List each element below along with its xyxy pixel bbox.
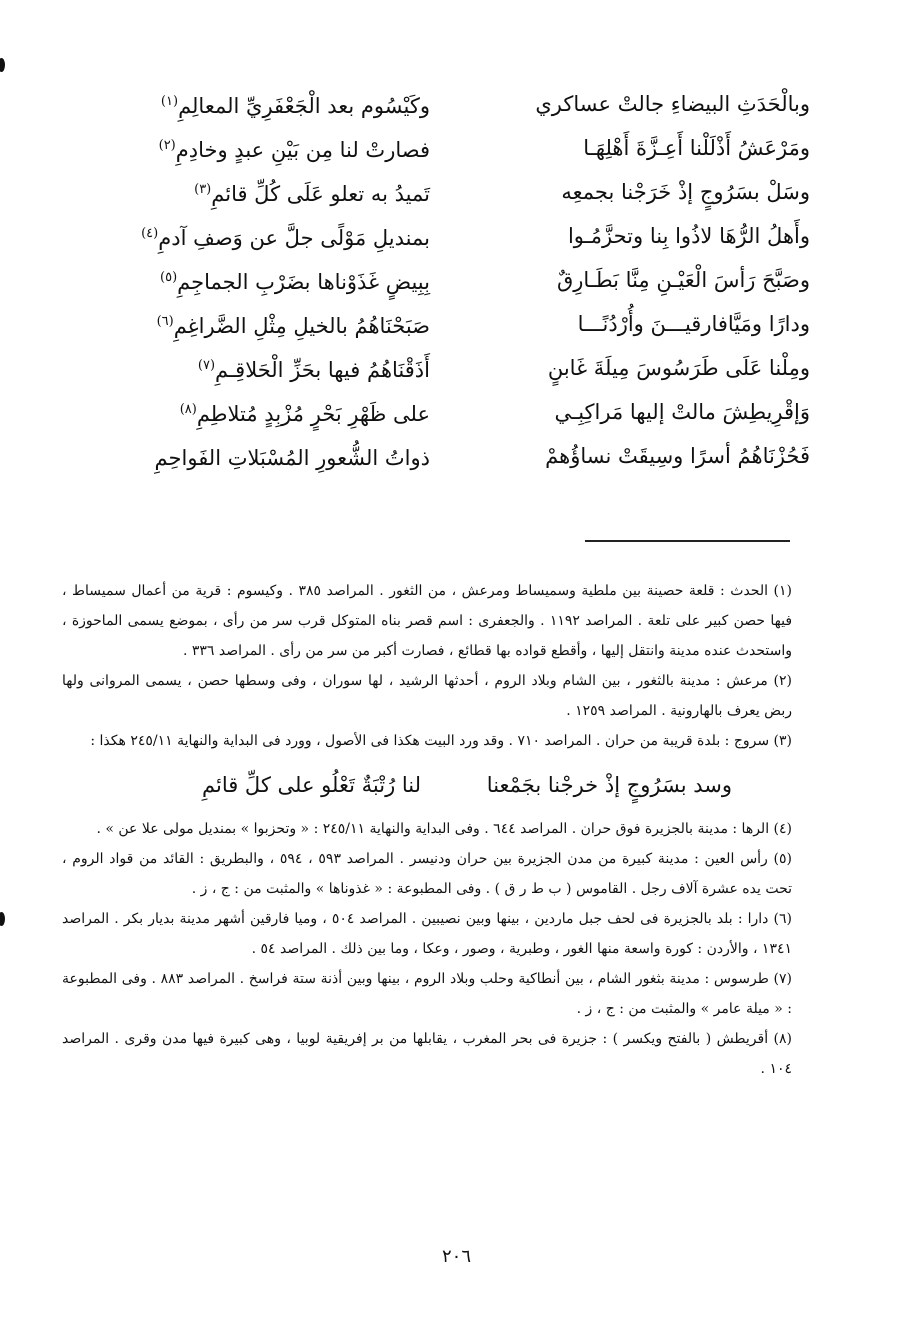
first-hemistich: وصَبَّحَ رَأسَ الْعَيْـنِ مِنَّا بَطَـارِقٌ [556,268,810,292]
footnote-ref: (٣) [194,182,212,197]
footnote-separator [585,540,790,542]
poem [100,82,820,478]
footnote-ref: (١) [160,94,179,109]
page-number: ٢٠٦ [441,1246,471,1267]
second-hemistich [100,344,460,392]
verse [100,258,820,302]
verse [100,390,820,434]
second-hemistich [100,124,460,172]
quoted-first-hemistich: وسد بسَرُوجٍ إذْ خرجْنا بجَمْعنا [486,773,732,797]
verse [100,346,820,390]
footnote-ref: (٧) [197,358,216,373]
footnote: (١) الحدث : قلعة حصينة بين ملطية وسميساط ومرعش ، من الثغور . المراصد ٣٨٥ . وكيسوم : قرية من أعمال سميساط ، فيها حصن كبير على تلعة . المراصد ١١٩٢ . والجعفرى : اسم قصر بناه المتوكل قرب سر من رأى ، بموضع يسمى الماحوزة ، واستحدث عنده مدينة وانتقل إليها ، وأقطع قواده بها قطائع ، فصارت أكبر من سر من رأى . المراصد ٣٣٦ . [62,583,793,659]
footnote-ref: (٢) [158,138,176,153]
first-hemistich: فَحُزْنَاهُمُ أسرًا وسِيقَتْ نساؤُهمْ [545,444,810,468]
second-hemistich [100,300,460,348]
verse [100,302,820,346]
first-hemistich: ودارًا ومَيَّافارقيـــنَ وأُرْدُنًـــا [577,312,810,336]
verse [100,82,820,126]
footnote-ref: (٥) [160,270,178,285]
verse [100,126,820,170]
hemistich-text: على ظَهْرِ بَحْرٍ مُزْبِدٍ مُتلاطِمِ [196,402,430,426]
first-hemistich: وأَهلُ الرُّهَا لاذُوا بِنا وتحزَّمُـوا [567,224,810,248]
footnote-ref: (٨) [179,402,197,417]
verse [100,434,820,478]
footnote: (٥) رأس العين : مدينة كبيرة من مدن الجزيرة بين حران ودنيسر . المراصد ٥٩٣ ، ٥٩٤ ، والبطريق : القائد من قواد الروم ، تحت يده عشرة آلاف رجل . القاموس ( ب ط ر ق ) . وفى المطبوعة : « غذوناها » والمثبت من : ج ، ز . [62,851,793,897]
verse [100,214,820,258]
first-hemistich: ومَرْعَشُ أَذْلَلْنا أَعِـزَّةَ أَهْلِهَـا [583,136,810,160]
footnote: (٦) دارا : بلد بالجزيرة فى لحف جبل ماردين ، بينها وبين نصيبين . المراصد ٥٠٤ ، وميا فارقين أشهر مدينة بديار بكر . المراصد ١٣٤١ ، والأردن : كورة واسعة منها الغور ، وطبرية ، وصور ، وعكا ، وما بين ذلك . المراصد ٥٤ . [62,911,792,957]
footnote: (٣) سروج : بلدة قريبة من حران . المراصد ٧١٠ . وقد ورد البيت هكذا فى الأصول ، وورد فى البداية والنهاية ٢٤٥/١١ هكذا : [90,733,792,749]
verse [100,170,820,214]
second-hemistich [100,168,460,216]
margin-mark [0,58,5,72]
first-hemistich: ومِلْنا عَلَى طَرَسُوسَ مِيلَةَ غَابنٍ [547,356,810,380]
hemistich-text: وكَيْسُوم بعد الْجَعْفَرِيِّ المعالِمِ [178,94,430,118]
quoted-verse [62,756,792,814]
footnote: (٤) الرها : مدينة بالجزيرة فوق حران . المراصد ٦٤٤ . وفى البداية والنهاية ٢٤٥/١١ : « وتحزبوا » بمنديل مولى علا عن » . [96,821,792,837]
second-hemistich [100,212,460,260]
footnotes [62,576,792,1084]
margin-mark [0,912,5,926]
hemistich-text: ذواتُ الشُّعورِ المُسْبَلاتِ الفَواحِمِ [154,446,430,470]
hemistich-text: بِبِيضٍ غَذَوْناها بضَرْبِ الجماجِمِ [177,270,430,294]
footnote: (٢) مرعش : مدينة بالثغور ، بين الشام وبلاد الروم ، أحدثها الرشيد ، لها سوران ، وفى وسطها حصن ، يسمى المروانى ولها ربض يعرف بالهارونية . المراصد ١٢٥٩ . [62,673,792,719]
second-hemistich [100,80,460,128]
quoted-second-hemistich: لنا رُتْبَةٌ تَعْلُو على كلِّ قائمِ [202,773,422,797]
hemistich-text: تَميدُ به تعلو عَلَى كُلِّ قائمِ [211,182,430,206]
footnote: (٧) طرسوس : مدينة بثغور الشام ، بين أنطاكية وحلب وبلاد الروم ، بينها وبين أذنة ستة فراسخ . المراصد ٨٨٣ . وفى المطبوعة : « ميلة عامر » والمثبت من : ج ، ز . [62,971,792,1017]
second-hemistich [100,432,460,480]
footnote: (٨) أقريطش ( بالفتح ويكسر ) : جزيرة فى بحر المغرب ، يقابلها من بر إفريقية لوبيا ، وهى كبيرة فيها مدن وقرى . المراصد ١٠٤ . [62,1031,792,1077]
second-hemistich [100,256,460,304]
hemistich-text: أَذَقْنَاهُمُ فيها بحَزِّ الْحَلاقِـمِ [215,358,430,382]
first-hemistich: وسَلْ بسَرُوجٍ إذْ خَرَجْنا بجمعِه [561,180,810,204]
first-hemistich: وبالْحَدَثِ البيضاءِ جالتْ عساكري [535,92,810,116]
footnote-ref: (٤) [141,226,159,241]
first-hemistich: وَإقْرِيطِشَ مالتْ إليها مَراكِبِـي [554,400,810,424]
hemistich-text: بمنديلِ مَوْلًى جلَّ عن وَصفِ آدمِ [158,226,430,250]
second-hemistich [100,388,460,436]
footnote-ref: (٦) [156,314,174,329]
hemistich-text: فصارتْ لنا مِن بَيْنِ عبدٍ وخادِمِ [175,138,430,162]
hemistich-text: صَبَحْنَاهُمُ بالخيلِ مِثْلِ الضَّراغِمِ [173,314,430,338]
